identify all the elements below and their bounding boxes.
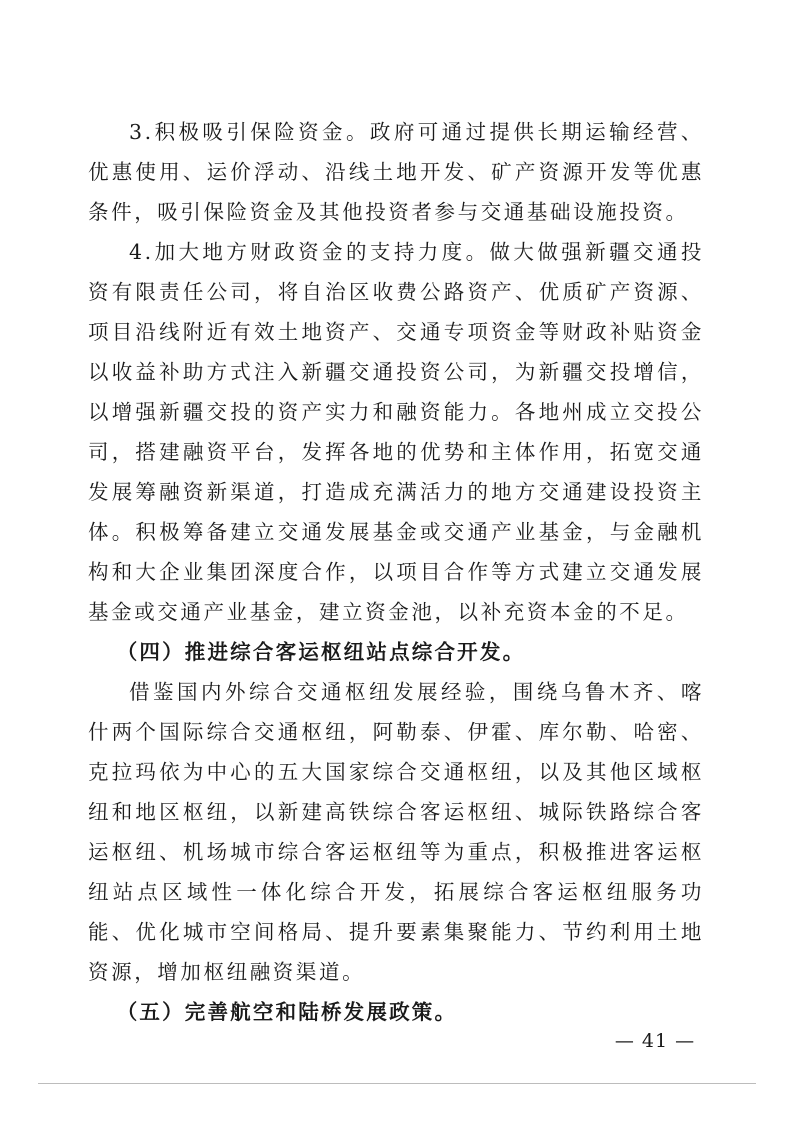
section-heading-4 [88,632,704,672]
section-heading-5 [88,992,704,1032]
page-number: — 41 — [614,1030,696,1052]
section-heading-5-text: （五）完善航空和陆桥发展政策。 [116,1000,458,1024]
document-body [88,112,704,1032]
footer-divider [38,1083,756,1084]
paragraph-hub-development: 借鉴国内外综合交通枢纽发展经验，围绕乌鲁木齐、喀什两个国际综合交通枢纽，阿勒泰、伊霍、库尔勒、哈密、克拉玛依为中心的五大国家综合交通枢纽，以及其他区域枢纽和地区枢纽，以新建高铁综合客运枢纽、城际铁路综合客运枢纽、机场城市综合客运枢纽等为重点，积极推进客运枢纽站点区域性一体化综合开发，拓展综合客运枢纽服务功能、优化城市空间格局、提升要素集聚能力、节约利用土地资源，增加枢纽融资渠道。 [88,680,704,984]
section-heading-4-text: （四）推进综合客运枢纽站点综合开发。 [116,640,526,664]
paragraph-local-fiscal-support: 4.加大地方财政资金的支持力度。做大做强新疆交通投资有限责任公司，将自治区收费公路资产、优质矿产资源、项目沿线附近有效土地资产、交通专项资金等财政补贴资金以收益补助方式注入新疆交通投资公司，为新疆交投增信，以增强新疆交投的资产实力和融资能力。各地州成立交投公司，搭建融资平台，发挥各地的优势和主体作用，拓宽交通发展筹融资新渠道，打造成充满活力的地方交通建设投资主体。积极筹备建立交通发展基金或交通产业基金，与金融机构和大企业集团深度合作，以项目合作等方式建立交通发展基金或交通产业基金，建立资金池，以补充资本金的不足。 [88,240,704,624]
paragraph-insurance-funds: 3.积极吸引保险资金。政府可通过提供长期运输经营、优惠使用、运价浮动、沿线土地开发、矿产资源开发等优惠条件，吸引保险资金及其他投资者参与交通基础设施投资。 [88,120,704,224]
